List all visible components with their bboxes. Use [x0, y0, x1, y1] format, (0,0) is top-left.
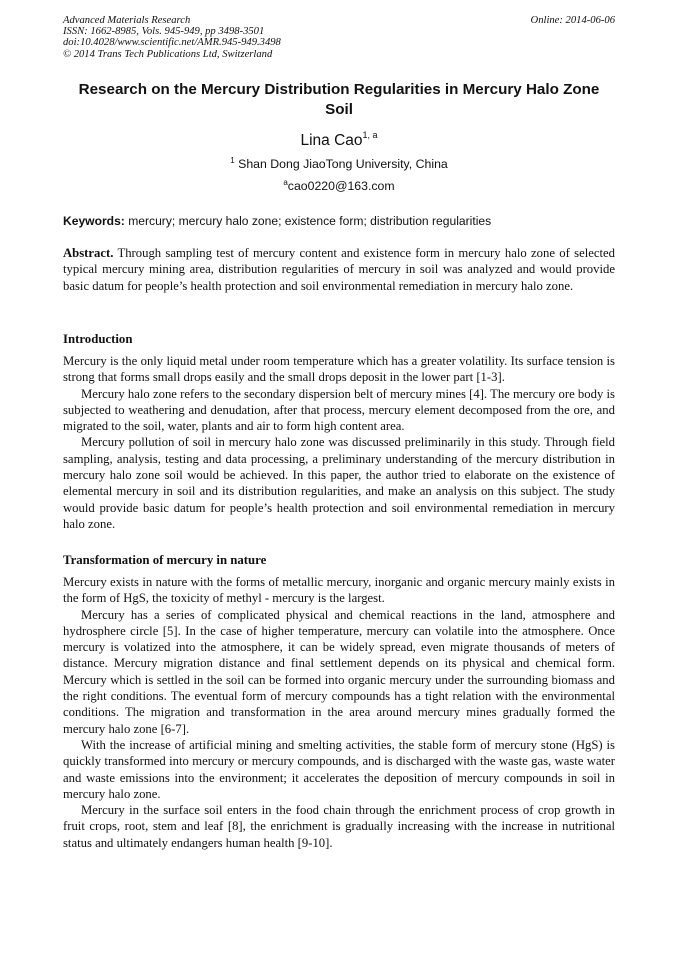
- paper-title: Research on the Mercury Distribution Regularities in Mercury Halo Zone Soil: [78, 81, 600, 118]
- section-heading-transformation: Transformation of mercury in nature: [63, 553, 267, 567]
- abstract-label: Abstract.: [63, 246, 114, 260]
- affiliation-text: Shan Dong JiaoTong University, China: [238, 157, 448, 171]
- email-text: cao0220@163.com: [287, 179, 395, 193]
- author-line: [0, 131, 678, 151]
- paragraph: Mercury pollution of soil in mercury halo zone was discussed preliminarily in this study. Through field sampling, analysis, testing and data processing, a preliminary understanding of the mercury distribution in mercury halo zone soil would be achieved. In this paper, the author tried to elaborate on the existence of elemental mercury in soil and its distribution regularities, and make an analysis on this subject. The study would provide basic datum for people’s health protection and soil environmental remediation in mercury halo zone.: [63, 435, 615, 531]
- keywords: [63, 213, 615, 229]
- abstract: [63, 245, 615, 294]
- paragraph: Mercury in the surface soil enters in the food chain through the enrichment process of crop growth in fruit crops, root, stem and leaf [8], the enrichment is gradually increasing with the increase in nutritional status and ultimately endangers human health [9-10].: [63, 803, 615, 850]
- transformation-body: [63, 574, 615, 851]
- paragraph: With the increase of artificial mining and smelting activities, the stable form of mercury stone (HgS) is quickly transformed into mercury or mercury compounds, and is discharged with the waste gas, waste water and waste emissions into the environment; it accelerates the deposition of mercury compounds in soil in mercury halo zone.: [63, 737, 615, 801]
- online-date: Online: 2014-06-06: [530, 15, 615, 26]
- author-email: [0, 178, 678, 194]
- introduction-body: [63, 353, 615, 532]
- author-marks: 1, a: [362, 130, 378, 140]
- keywords-text: mercury; mercury halo zone; existence form; distribution regularities: [128, 214, 492, 228]
- paragraph: Mercury exists in nature with the forms of metallic mercury, inorganic and organic mercury mainly exists in the form of HgS, the toxicity of methyl - mercury is the largest.: [63, 575, 615, 606]
- paragraph: Mercury has a series of complicated physical and chemical reactions in the land, atmosphere and hydrosphere circle [5]. In the case of higher temperature, mercury can volatile into the atmosphere. Once mercury is volatized into the atmosphere, it can be widely spread, even migrate thousands of meters of distance. Mercury migration distance and final settlement depends on its physical and chemical form. Mercury which is settled in the soil can be formed into organic mercury under the surrounding biomass and the right conditions. The eventual form of mercury compounds has a tight relation with the environmental conditions. The migration and transformation in the area around mercury mines gradually formed the mercury halo zone [6-7].: [63, 607, 615, 736]
- author-name: Lina Cao: [300, 132, 363, 149]
- journal-header: [63, 15, 615, 60]
- affiliation-mark: 1: [230, 156, 235, 165]
- email-mark: a: [283, 178, 288, 187]
- doi-line: doi:10.4028/www.scientific.net/AMR.945-949.3498: [63, 37, 281, 49]
- journal-name: Advanced Materials Research: [63, 15, 191, 26]
- paragraph: Mercury halo zone refers to the secondary dispersion belt of mercury mines [4]. The mercury ore body is subjected to weathering and denudation, after that process, mercury element decomposed from the ore, and migrated to the soil, water, plants and air to form high content area.: [63, 386, 615, 434]
- copyright-line: © 2014 Trans Tech Publications Ltd, Switzerland: [63, 48, 273, 60]
- section-heading-introduction: Introduction: [63, 332, 133, 346]
- paragraph: Mercury is the only liquid metal under room temperature which has a greater volatility. Its surface tension is strong that forms small drops easily and the small drops deposit in the lower part [1-3].: [63, 354, 615, 385]
- issn-line: ISSN: 1662-8985, Vols. 945-949, pp 3498-3501: [63, 26, 265, 38]
- abstract-text: Through sampling test of mercury content and existence form in mercury halo zone of selected typical mercury mining area, distribution regularities of mercury in soil was analyzed and would provide basic datum for people’s health protection and soil environmental remediation in mercury halo zone.: [63, 246, 615, 293]
- affiliation: [0, 156, 678, 172]
- keywords-label: Keywords:: [63, 214, 125, 228]
